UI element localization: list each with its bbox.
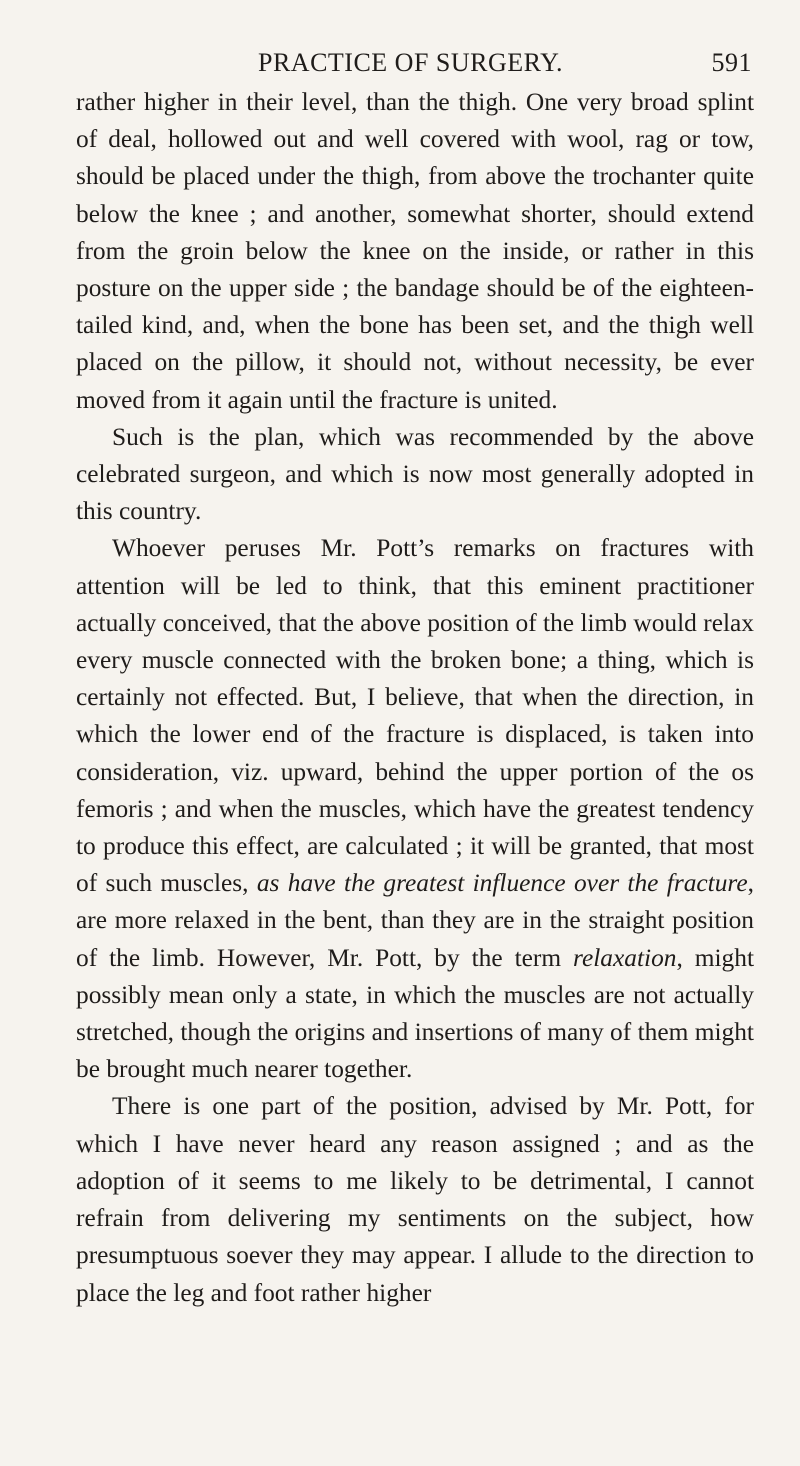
paragraph-continuation: rather higher in their level, than the thigh. One very broad splint of deal, hollowed out and well covered with wool, rag or tow, should be placed under the thigh, from above the trochanter quite below the knee ; and another, somewhat shorter, should extend from the groin below the knee on the inside, or rather in this posture on the upper side ; the bandage should be of the eighteen-tailed kind, and, when the bone has been set, and the thigh well placed on the pillow, it should not, without necessity, be ever moved from it again until the fracture is united. — [76, 88, 754, 414]
paragraph-plan: Such is the plan, which was recommended by the above celebrated surgeon, and which is now most generally adopted in this country. — [76, 422, 754, 526]
paragraph-pott-remarks — [76, 530, 754, 1088]
paragraph-text: , might possibly mean only a state, in which the muscles are not actually stretched, though the origins and insertions of many of them might be brought much nearer together. — [76, 943, 754, 1084]
italic-term-relaxation: relaxation — [573, 943, 677, 972]
paragraph-text: Whoever peruses Mr. Pott’s remarks on fractures with attention will be led to think, that this eminent practitioner actually conceived, that the above position of the limb would relax every muscle connected with the broken bone; a thing, which is certainly not effected. But, I believe, that when the direction, in which the lower end of the fracture is displaced, is taken into consideration, viz. upward, behind the upper portion of the os femoris ; and when the muscles, which have the greatest tendency to produce this effect, are calculated ; it will be granted, that most of such muscles, — [76, 534, 754, 898]
paragraph-text: , are more relaxed in the bent, than they are in the straight position of the limb. However, Mr. Pott, by the term — [76, 869, 754, 972]
italic-phrase-influence: as have the greatest influence over the fracture — [256, 869, 748, 898]
running-header — [76, 34, 754, 84]
paragraph-position: There is one part of the position, advised by Mr. Pott, for which I have never heard any reason assigned ; and as the adoption of it seems to me likely to be detrimental, I cannot refrain from delivering my sentiments on the subject, how presumptuous soever they may appear. I allude to the direction to place the leg and foot rather higher — [76, 1092, 754, 1307]
body-text — [76, 84, 754, 1312]
page-number: 591 — [711, 48, 752, 77]
running-title: PRACTICE OF SURGERY. — [258, 48, 563, 77]
